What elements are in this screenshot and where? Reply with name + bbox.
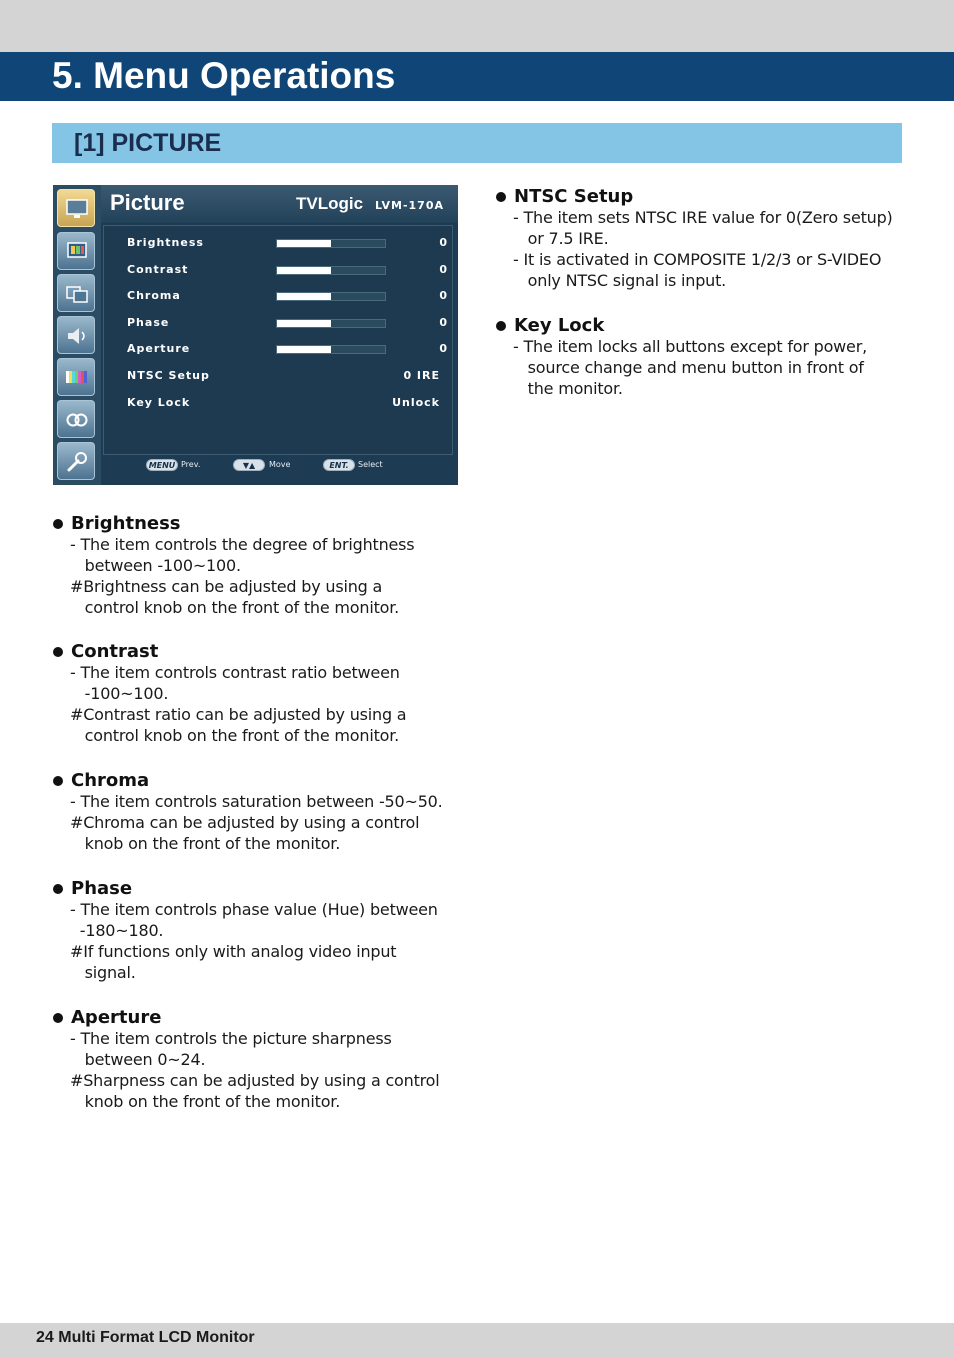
item-line: knob on the front of the monitor.	[70, 1092, 341, 1111]
osd-level-fill	[277, 267, 331, 274]
speaker-icon	[57, 316, 95, 354]
osd-row-key-lock[interactable]	[104, 393, 454, 413]
osd-row-value: Unlock	[392, 396, 440, 409]
item-title	[53, 770, 443, 791]
section-title: [1] PICTURE	[74, 129, 222, 157]
menu-key-label: Prev.	[181, 460, 201, 469]
osd-title: Picture	[110, 190, 185, 215]
monitor-icon	[57, 189, 95, 227]
wrench-icon	[57, 442, 95, 480]
osd-row-contrast[interactable]	[104, 260, 454, 280]
item-title-text: Brightness	[71, 513, 181, 534]
item-line: only NTSC signal is input.	[513, 271, 727, 290]
section-title-bar	[52, 123, 902, 163]
osd-header	[101, 185, 458, 223]
osd-level-bar	[276, 345, 386, 354]
item-line: between 0~24.	[70, 1050, 206, 1069]
item-ntsc-setup	[496, 186, 893, 291]
item-line: the monitor.	[513, 379, 623, 398]
item-title	[496, 186, 893, 207]
page-footer-text: 24 Multi Format LCD Monitor	[36, 1329, 255, 1346]
bullet-icon	[53, 647, 63, 657]
osd-level-fill	[277, 293, 331, 300]
item-line: #Brightness can be adjusted by using a	[70, 577, 383, 596]
enter-key-label: Select	[358, 460, 383, 469]
bullet-icon	[53, 1013, 63, 1023]
item-line: or 7.5 IRE.	[513, 229, 609, 248]
windows-icon	[57, 274, 95, 312]
bullet-icon	[496, 192, 506, 202]
color-bars-icon	[57, 358, 95, 396]
item-title-text: Contrast	[71, 641, 159, 662]
osd-footer-hints	[103, 456, 453, 478]
item-line: - The item controls the degree of brightness	[70, 535, 415, 554]
bullet-icon	[53, 519, 63, 529]
osd-row-aperture[interactable]	[104, 339, 454, 359]
page-footer	[0, 1323, 954, 1357]
osd-row-label: Aperture	[127, 342, 191, 355]
osd-model-name: LVM-170A	[375, 199, 444, 212]
osd-row-chroma[interactable]	[104, 286, 454, 306]
item-title-text: Key Lock	[514, 315, 605, 336]
osd-level-fill	[277, 346, 331, 353]
item-title	[53, 513, 414, 534]
move-arrows-icon: ▼▲	[233, 459, 265, 471]
osd-level-fill	[277, 240, 331, 247]
bullet-icon	[53, 776, 63, 786]
osd-row-value: 0	[439, 342, 448, 355]
item-line: between -100~100.	[70, 556, 241, 575]
osd-row-label: Key Lock	[127, 396, 191, 409]
top-margin-band	[0, 0, 954, 52]
osd-level-bar	[276, 292, 386, 301]
item-line: - The item sets NTSC IRE value for 0(Zero setup)	[513, 208, 893, 227]
item-brightness	[53, 513, 414, 618]
osd-row-phase[interactable]	[104, 313, 454, 333]
osd-row-value: 0 IRE	[403, 369, 440, 382]
bullet-icon	[496, 321, 506, 331]
item-line: #If functions only with analog video input	[70, 942, 397, 961]
item-title	[496, 315, 867, 336]
item-line: - The item controls phase value (Hue) between	[70, 900, 438, 919]
item-phase	[53, 878, 438, 983]
item-line: #Sharpness can be adjusted by using a control	[70, 1071, 440, 1090]
item-line: control knob on the front of the monitor.	[70, 726, 400, 745]
item-title-text: Aperture	[71, 1007, 162, 1028]
osd-row-label: Brightness	[127, 236, 204, 249]
move-key-label: Move	[269, 460, 291, 469]
item-line: -100~100.	[70, 684, 169, 703]
osd-level-bar	[276, 319, 386, 328]
osd-level-bar	[276, 266, 386, 275]
chapter-title: 5. Menu Operations	[52, 55, 396, 96]
item-line: control knob on the front of the monitor.	[70, 598, 400, 617]
osd-menu-screenshot	[53, 185, 458, 485]
display-icon	[57, 232, 95, 270]
item-line: - It is activated in COMPOSITE 1/2/3 or S-VIDEO	[513, 250, 882, 269]
item-line: signal.	[70, 963, 136, 982]
link-icon	[57, 400, 95, 438]
item-line: - The item controls contrast ratio between	[70, 663, 400, 682]
item-aperture	[53, 1007, 440, 1112]
osd-level-bar	[276, 239, 386, 248]
osd-row-ntsc-setup[interactable]	[104, 366, 454, 386]
item-line: #Chroma can be adjusted by using a control	[70, 813, 420, 832]
osd-row-label: Chroma	[127, 289, 181, 302]
osd-row-value: 0	[439, 316, 448, 329]
osd-level-fill	[277, 320, 331, 327]
osd-settings-panel	[103, 225, 453, 455]
item-line: -180~180.	[70, 921, 164, 940]
osd-row-value: 0	[439, 289, 448, 302]
item-key-lock	[496, 315, 867, 399]
item-line: - The item controls the picture sharpness	[70, 1029, 392, 1048]
menu-key-icon: MENU	[146, 459, 178, 471]
enter-key-icon: ENT.	[323, 459, 355, 471]
item-chroma	[53, 770, 443, 854]
item-line: - The item locks all buttons except for power,	[513, 337, 867, 356]
item-contrast	[53, 641, 406, 746]
item-title-text: NTSC Setup	[514, 186, 634, 207]
osd-row-value: 0	[439, 236, 448, 249]
item-line: #Contrast ratio can be adjusted by using a	[70, 705, 407, 724]
item-title	[53, 878, 438, 899]
osd-row-value: 0	[439, 263, 448, 276]
osd-row-label: NTSC Setup	[127, 369, 210, 382]
item-title	[53, 641, 406, 662]
item-title-text: Phase	[71, 878, 133, 899]
osd-brand-logo: TVLogic	[296, 194, 364, 213]
bullet-icon	[53, 884, 63, 894]
osd-icon-sidebar	[53, 185, 101, 485]
item-line: - The item controls saturation between -50~50.	[70, 792, 443, 811]
chapter-title-bar	[0, 52, 954, 101]
osd-row-brightness[interactable]	[104, 233, 454, 253]
item-line: source change and menu button in front of	[513, 358, 864, 377]
osd-row-label: Contrast	[127, 263, 189, 276]
item-title	[53, 1007, 440, 1028]
item-line: knob on the front of the monitor.	[70, 834, 341, 853]
osd-row-label: Phase	[127, 316, 170, 329]
item-title-text: Chroma	[71, 770, 150, 791]
